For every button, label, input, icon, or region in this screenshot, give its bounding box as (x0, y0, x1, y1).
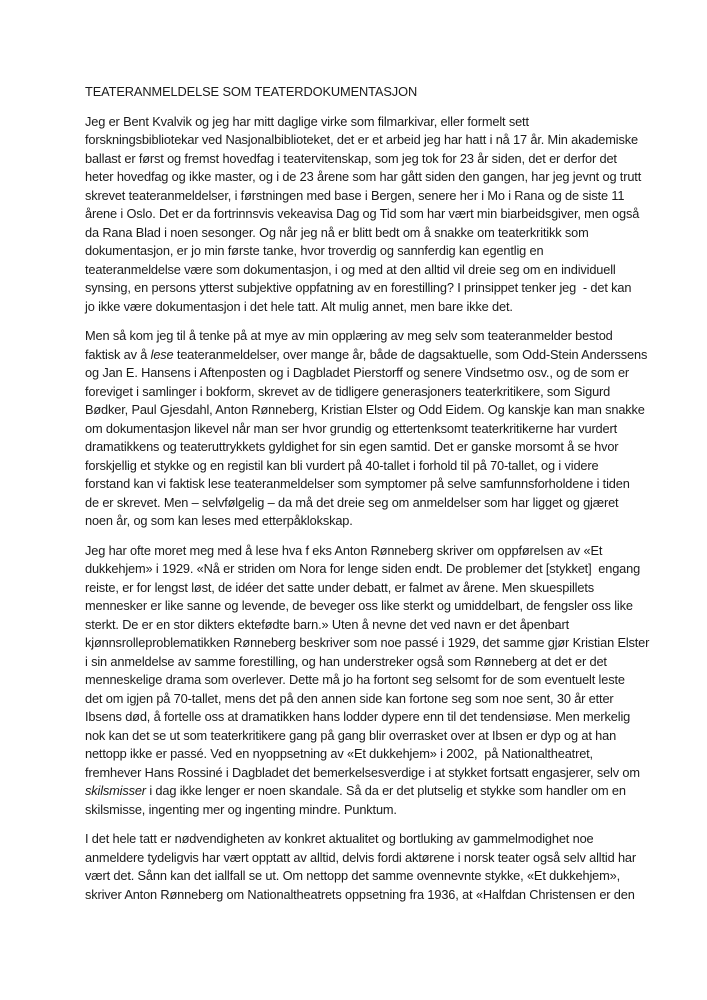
text-line: reiste, er for lengst løst, de idéer det satte under debatt, er falmet av årene. Men skuespillets (85, 579, 594, 595)
paragraph (85, 327, 648, 531)
text-line: forstand kan vi faktisk lese teateranmeldelser som symptomer på selve samfunnsforholdene i tiden (85, 476, 630, 491)
text-line: nok kan det se ut som teaterkritikere gang på gang blir overrasket over at Ibsen er dyp og at han (85, 727, 617, 743)
text-line: dokumentasjon, er jo min første tanke, hvor troverdig og sannferdig kan egentlig en (85, 243, 544, 258)
text-line: Jeg er Bent Kvalvik og jeg har mitt daglige virke som filmarkivar, eller formelt sett (85, 113, 529, 129)
text-line: menneskelige drama som overlever. Dette må jo ha fortont seg selsomt for de som eventuelt leste (85, 672, 625, 687)
text-line: I det hele tatt er nødvendigheten av konkret aktualitet og bortluking av gammelmodighet noe (85, 831, 594, 846)
text-line: de er skrevet. Men – selvfølgelig – da må det dreie seg om anmeldelser som har ligget og gjæret (85, 494, 619, 510)
text-line: skilsmisser i dag ikke lenger er noen skandale. Så da er det plutselig et stykke som handler om en (85, 783, 626, 798)
document-title: TEATERANMELDELSE SOM TEATERDOKUMENTASJON (85, 84, 418, 99)
text-line: faktisk av å lese teateranmeldelser, over mange år, både de dagsaktuelle, som Odd-Stein Anderssens (85, 346, 648, 362)
text-line: skilsmisse, ingenting mer og ingenting mindre. Punktum. (85, 801, 397, 817)
text-line: noen år, og som kan leses med etterpåklokskap. (85, 513, 353, 528)
text-line: foreviget i samlinger i bokform, skrevet av de tidligere generasjoners teaterkritikere, som Sigurd (85, 383, 611, 399)
text-line: anmeldere tydeligvis har vært opptatt av alltid, delvis fordi aktørene i norsk teater også selv alltid har (85, 849, 636, 865)
text-line: synsing, en persons ytterst subjektive oppfatning av en forestilling? I prinsippet tenker jeg - det kan (85, 280, 632, 295)
text-line: forskningsbibliotekar ved Nasjonalbiblioteket, det er et arbeid jeg har hatt i nå 17 år. Min akademiske (85, 132, 638, 147)
document-content (85, 83, 650, 915)
text-line: teateranmeldelse være som dokumentasjon, i og med at den alltid vil dreie seg om en individuell (85, 261, 616, 277)
text-line: ballast er først og fremst hovedfag i teatervitenskap, som jeg tok for 23 år siden, det er derfor det (85, 150, 617, 166)
text-line: Bødker, Paul Gjesdahl, Anton Rønneberg, Kristian Elster og Odd Eidem. Og kanskje kan man snakke (85, 402, 645, 417)
text-line: heter hovedfag og ikke master, og i de 23 årene som har gått siden den gangen, har jeg jevnt og trutt (85, 169, 642, 184)
text-line: sterkt. De er en stor dikters ektefødte barn.» Uten å nevne det ved navn er det åpenbart (85, 616, 570, 632)
paragraph (85, 830, 645, 904)
text-line: om dokumentasjon likevel når man ser hvor grundig og ettertenksomt teaterkritikerne har vurdert (85, 420, 618, 436)
text-line: forskjellig et stykke og en registil kan bli vurdert på 40-tallet i forhold til på 70-tallet, og i videre (85, 457, 599, 473)
text-line: jo ikke være dokumentasjon i det hele tatt. Alt mulig annet, men bare ikke det. (85, 298, 513, 314)
text-line: skrevet teateranmeldelser, i førstningen med base i Bergen, senere her i Mo i Rana og de siste 11 (85, 187, 625, 203)
text-line: og Jan E. Hansens i Aftenposten og i Dagbladet Pierstorff og senere Vindsetmo osv., og de som er (85, 365, 630, 380)
text-line: årene i Oslo. Det er da fortrinnsvis vekeavisa Dag og Tid som har vært min biarbeidsgiver, men også (85, 206, 640, 221)
text-line: nettopp ikke er passé. Ved en nyoppsetning av «Et dukkehjem» i 2002, på Nationaltheatret, (85, 746, 593, 761)
text-line: dramatikkens og teateruttrykkets gyldighet for sin egen samtid. Det er ganske morsomt å se hvor (85, 439, 619, 454)
text-line: Men så kom jeg til å tenke på at mye av min opplæring av meg selv som teateranmelder bestod (85, 328, 613, 343)
text-line: vært det. Sånn kan det iallfall se ut. Om nettopp det samme ovennevnte stykke, «Et dukkehjem», (85, 868, 621, 883)
text-line: Jeg har ofte moret meg med å lese hva f eks Anton Rønneberg skriver om oppførelsen av «Et (85, 542, 603, 558)
paragraph (85, 113, 645, 317)
paragraph (85, 542, 650, 820)
text-line: mennesker er like sanne og levende, de beveger oss like sterkt og umiddelbart, de fengsler oss like (85, 598, 633, 613)
text-line: fremhever Hans Rossiné i Dagbladet det bemerkelsesverdige i at stykket fortsatt engasjerer, selv om (85, 764, 640, 780)
text-line: dukkehjem» i 1929. «Nå er striden om Nora for lenge siden endt. De problemer det [stykket] engang (85, 561, 641, 576)
text-line: det om igjen på 70-tallet, mens det på den annen side kan fortone seg som noe sent, 30 år etter (85, 690, 614, 706)
text-line: i sin anmeldelse av samme forestilling, og han understreker også som Rønneberg at det er det (85, 653, 607, 669)
text-line: Ibsens død, å fortelle oss at dramatikken hans lodder dypere enn til det tendensiøse. Men merkelig (85, 709, 631, 724)
text-line: kjønnsrolleproblematikken Rønneberg beskriver som noe passé i 1929, det samme gjør Kristian Elster (85, 635, 650, 650)
text-line: da Rana Blad i noen sesonger. Og når jeg nå er blitt bedt om å snakke om teaterkritikk som (85, 224, 589, 240)
text-line: skriver Anton Rønneberg om Nationaltheatrets oppsetning fra 1936, at «Halfdan Christensen er den (85, 886, 635, 902)
document-body (85, 113, 650, 905)
